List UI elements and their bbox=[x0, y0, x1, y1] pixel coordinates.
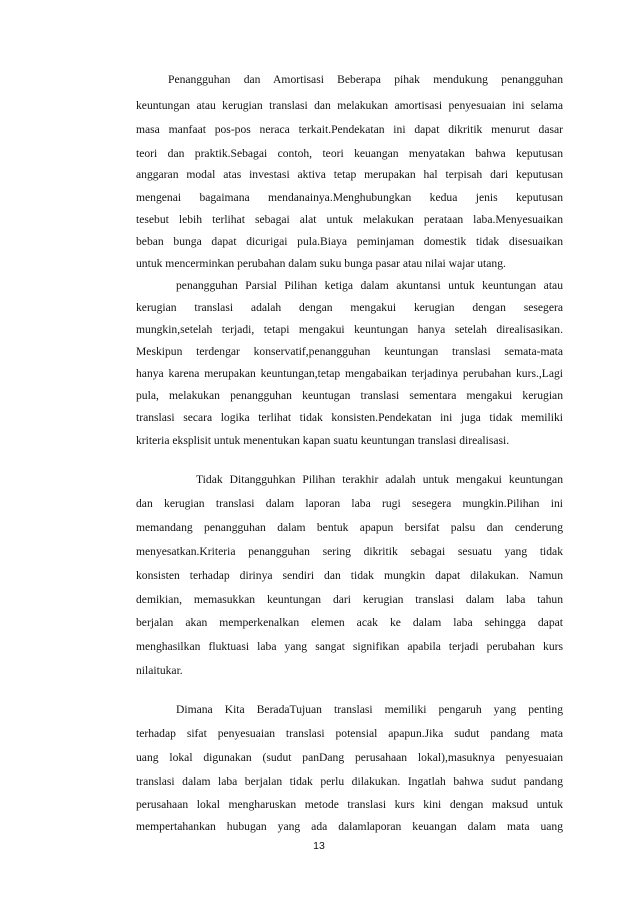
text-line: menyesatkan.Kriteria penangguhan sering dikritik sebagai sesuatu yang tidak bbox=[136, 545, 563, 558]
text-line: Penangguhan dan Amortisasi Beberapa pihak mendukung penangguhan bbox=[168, 73, 563, 86]
text-line: hanya karena merupakan keuntungan,tetap mengabaikan terjadinya perubahan kurs.,Lagi bbox=[136, 367, 563, 380]
text-line: teori dan praktik.Sebagai contoh, teori keuangan menyatakan bahwa keputusan bbox=[136, 147, 563, 160]
text-line: perusahaan lokal mengharuskan metode translasi kurs kini dengan maksud untuk bbox=[136, 798, 563, 811]
text-line: pula, melakukan penangguhan keuntugan translasi sementara mengakui kerugian bbox=[136, 389, 563, 402]
text-line: dan kerugian translasi dalam laporan laba rugi sesegera mungkin.Pilihan ini bbox=[136, 497, 563, 510]
text-line: uang lokal digunakan (sudut panDang perusahaan lokal),masuknya penyesuaian bbox=[136, 751, 563, 764]
text-line: masa manfaat pos-pos neraca terkait.Pendekatan ini dapat dikritik menurut dasar bbox=[136, 123, 563, 136]
text-line: beban bunga dapat dicurigai pula.Biaya peminjaman domestik tidak disesuaikan bbox=[136, 235, 563, 248]
text-line: untuk mencerminkan perubahan dalam suku bunga pasar atau nilai wajar utang. bbox=[136, 257, 506, 270]
text-line: demikian, memasukkan keuntungan dari kerugian translasi dalam laba tahun bbox=[136, 593, 563, 606]
text-line: terhadap sifat penyesuaian translasi potensial apapun.Jika sudut pandang mata bbox=[136, 727, 563, 740]
text-line: Dimana Kita BeradaTujuan translasi memiliki pengaruh yang penting bbox=[176, 703, 563, 716]
text-line: translasi secara logika terlihat tidak konsisten.Pendekatan ini juga tidak memiliki bbox=[136, 411, 563, 424]
text-line: anggaran modal atas investasi aktiva tetap merupakan hal terpisah dari keputusan bbox=[136, 168, 563, 181]
text-line: translasi dalam laba berjalan tidak perlu dilakukan. Ingatlah bahwa sudut pandang bbox=[136, 775, 563, 788]
page-number: 13 bbox=[313, 840, 325, 852]
text-line: memandang penangguhan dalam bentuk apapun bersifat palsu dan cenderung bbox=[136, 521, 563, 534]
text-line: tesebut lebih terlihat sebagai alat untuk melakukan perataan laba.Menyesuaikan bbox=[136, 213, 563, 226]
text-line: Tidak Ditangguhkan Pilihan terakhir adalah untuk mengakui keuntungan bbox=[196, 473, 563, 486]
text-line: nilaitukar. bbox=[136, 664, 183, 677]
text-line: mempertahankan hubugan yang ada dalamlaporan keuangan dalam mata uang bbox=[136, 820, 563, 833]
text-line: mengenai bagaimana mendanainya.Menghubungkan kedua jenis keputusan bbox=[136, 191, 563, 204]
text-line: penangguhan Parsial Pilihan ketiga dalam akuntansi untuk keuntungan atau bbox=[176, 279, 563, 292]
text-line: keuntungan atau kerugian translasi dan melakukan amortisasi penyesuaian ini selama bbox=[136, 99, 563, 112]
text-line: mungkin,setelah terjadi, tetapi mengakui keuntungan hanya setelah direalisasikan. bbox=[136, 323, 563, 336]
text-line: kriteria eksplisit untuk menentukan kapan suatu keuntungan translasi direalisasi. bbox=[136, 434, 510, 447]
text-line: berjalan akan memperkenalkan elemen acak ke dalam laba sehingga dapat bbox=[136, 616, 563, 629]
text-line: kerugian translasi adalah dengan mengakui kerugian dengan sesegera bbox=[136, 301, 563, 314]
text-line: menghasilkan fluktuasi laba yang sangat signifikan apabila terjadi perubahan kurs bbox=[136, 640, 563, 653]
text-line: Meskipun terdengar konservatif,penangguhan keuntungan translasi semata-mata bbox=[136, 345, 563, 358]
text-line: konsisten terhadap dirinya sendiri dan tidak mungkin dapat dilakukan. Namun bbox=[136, 569, 563, 582]
